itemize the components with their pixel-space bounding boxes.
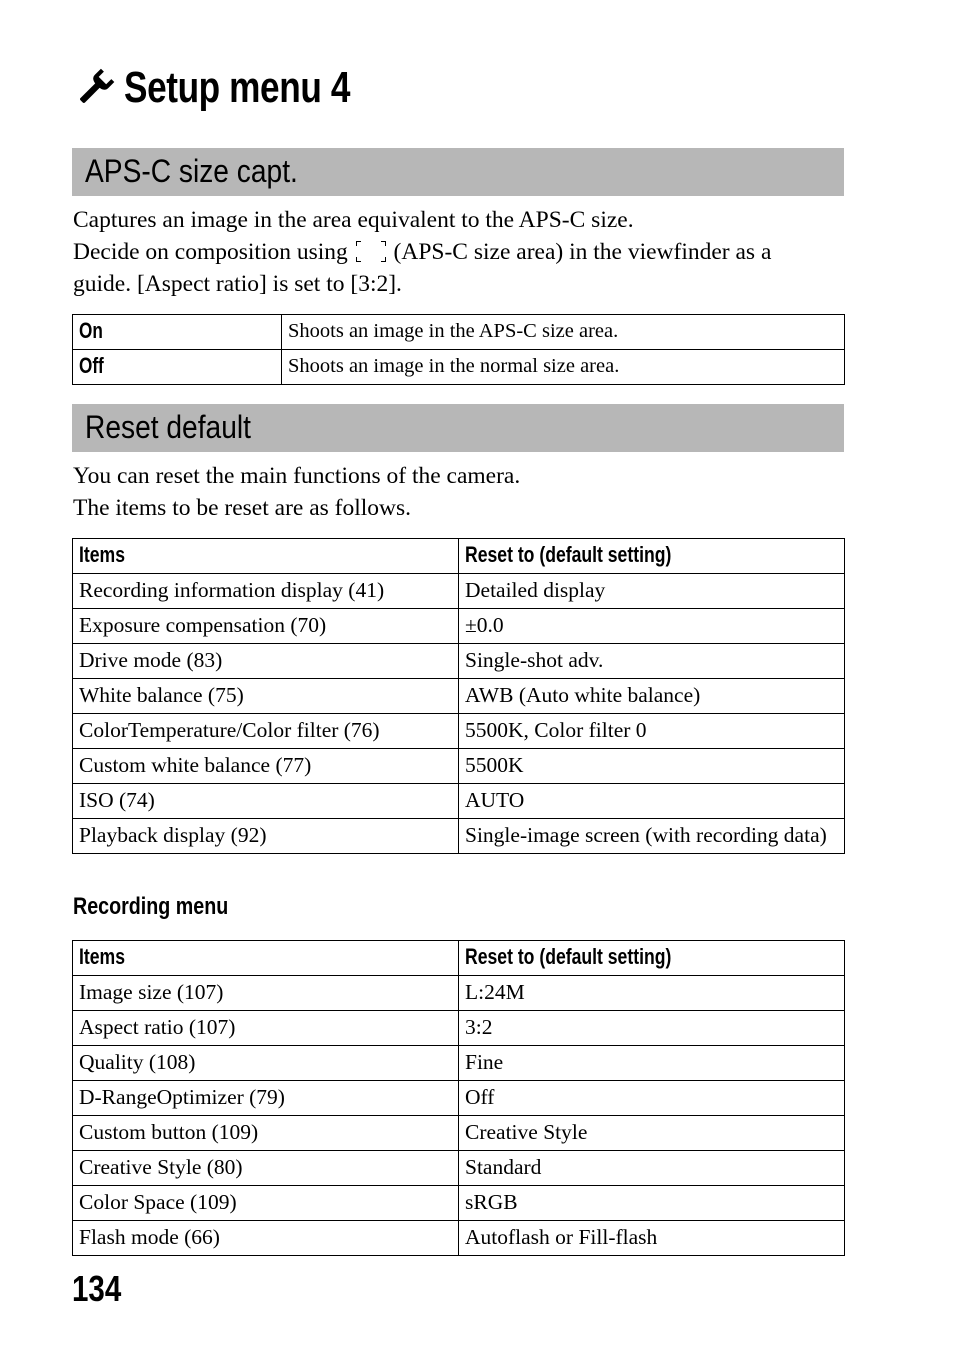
- table-row: [73, 819, 845, 854]
- reset-line-1: You can reset the main functions of the camera.: [73, 463, 521, 489]
- table-row: [73, 976, 845, 1011]
- item-cell: Recording information display (41): [73, 574, 459, 609]
- item-cell: Custom button (109): [73, 1116, 459, 1151]
- table-row: [73, 1116, 845, 1151]
- aps-c-section-header: [72, 148, 844, 196]
- column-header-reset-to: Reset to (default setting): [459, 539, 845, 574]
- default-cell: Fine: [459, 1046, 845, 1081]
- item-cell: Image size (107): [73, 976, 459, 1011]
- table-header-row: [73, 539, 845, 574]
- reset-default-table: [72, 538, 845, 854]
- table-row: [73, 1186, 845, 1221]
- aps-c-description: [73, 204, 848, 300]
- default-cell: Single-image screen (with recording data): [459, 819, 845, 854]
- default-cell: Single-shot adv.: [459, 644, 845, 679]
- default-cell: Creative Style: [459, 1116, 845, 1151]
- table-row: [73, 714, 845, 749]
- table-row: [73, 1221, 845, 1256]
- aps-c-line-1: Captures an image in the area equivalent to the APS-C size.: [73, 207, 634, 233]
- default-cell: ±0.0: [459, 609, 845, 644]
- recording-menu-subheading: Recording menu: [73, 893, 229, 920]
- item-cell: Flash mode (66): [73, 1221, 459, 1256]
- reset-default-description: [73, 460, 848, 524]
- option-description-cell: Shoots an image in the APS-C size area.: [282, 315, 845, 350]
- default-cell: 3:2: [459, 1011, 845, 1046]
- table-row: [73, 1081, 845, 1116]
- table-row: [73, 644, 845, 679]
- aps-c-line-3: guide. [Aspect ratio] is set to [3:2].: [73, 271, 402, 297]
- default-cell: AUTO: [459, 784, 845, 819]
- item-cell: Custom white balance (77): [73, 749, 459, 784]
- table-row: [73, 574, 845, 609]
- item-cell: Playback display (92): [73, 819, 459, 854]
- item-cell: D-RangeOptimizer (79): [73, 1081, 459, 1116]
- table-row: [73, 609, 845, 644]
- table-row: [73, 315, 845, 350]
- default-cell: AWB (Auto white balance): [459, 679, 845, 714]
- table-row: [73, 1011, 845, 1046]
- column-header-items: Items: [73, 539, 459, 574]
- default-cell: Off: [459, 1081, 845, 1116]
- default-cell: 5500K, Color filter 0: [459, 714, 845, 749]
- item-cell: Exposure compensation (70): [73, 609, 459, 644]
- table-row: [73, 679, 845, 714]
- column-header-reset-to: Reset to (default setting): [459, 941, 845, 976]
- default-cell: Standard: [459, 1151, 845, 1186]
- page-title-text: Setup menu 4: [124, 63, 350, 112]
- table-row: [73, 784, 845, 819]
- default-cell: Detailed display: [459, 574, 845, 609]
- reset-line-2: The items to be reset are as follows.: [73, 495, 412, 521]
- table-row: [73, 1046, 845, 1081]
- item-cell: Drive mode (83): [73, 644, 459, 679]
- option-description-cell: Shoots an image in the normal size area.: [282, 350, 845, 385]
- item-cell: Quality (108): [73, 1046, 459, 1081]
- column-header-items: Items: [73, 941, 459, 976]
- item-cell: ColorTemperature/Color filter (76): [73, 714, 459, 749]
- table-row: [73, 350, 845, 385]
- default-cell: Autoflash or Fill-flash: [459, 1221, 845, 1256]
- reset-default-heading: Reset default: [85, 409, 251, 445]
- item-cell: Aspect ratio (107): [73, 1011, 459, 1046]
- reset-default-section-header: [72, 404, 844, 452]
- default-cell: L:24M: [459, 976, 845, 1011]
- aps-c-heading: APS-C size capt.: [85, 153, 298, 189]
- page-title: [74, 62, 407, 114]
- option-name-cell: On: [73, 315, 282, 350]
- table-header-row: [73, 941, 845, 976]
- table-row: [73, 1151, 845, 1186]
- item-cell: Color Space (109): [73, 1186, 459, 1221]
- aps-c-line-2-end: (APS-C size area) in the viewfinder as a: [393, 239, 772, 265]
- aps-c-line-2-start: Decide on composition using: [73, 239, 348, 265]
- default-cell: sRGB: [459, 1186, 845, 1221]
- item-cell: ISO (74): [73, 784, 459, 819]
- aps-c-options-table: [72, 314, 845, 385]
- table-row: [73, 749, 845, 784]
- item-cell: Creative Style (80): [73, 1151, 459, 1186]
- option-name-cell: Off: [73, 350, 282, 385]
- default-cell: 5500K: [459, 749, 845, 784]
- aps-c-frame-icon: [356, 241, 386, 262]
- wrench-icon: [74, 67, 116, 109]
- page-number: 134: [72, 1268, 122, 1309]
- recording-menu-table: [72, 940, 845, 1256]
- item-cell: White balance (75): [73, 679, 459, 714]
